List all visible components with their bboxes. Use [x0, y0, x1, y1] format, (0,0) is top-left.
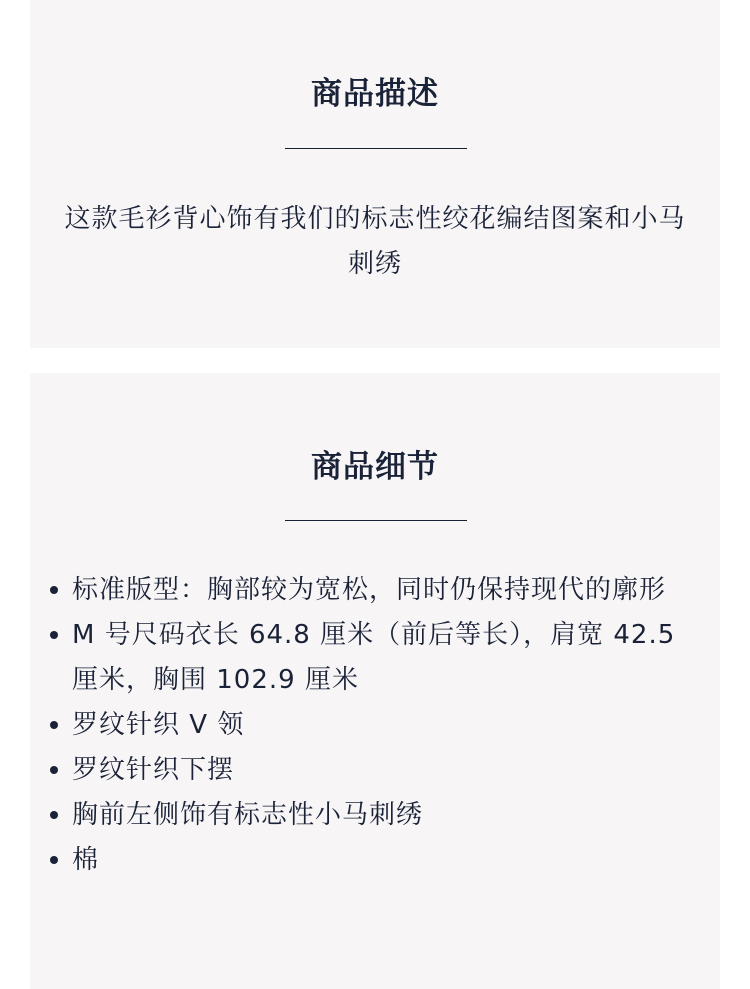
description-text: 这款毛衫背心饰有我们的标志性绞花编结图案和小马刺绣: [64, 204, 686, 279]
description-divider: [285, 148, 467, 149]
detail-item-size: [72, 613, 690, 703]
bullet-icon: [50, 766, 58, 774]
detail-item-material: [72, 838, 690, 883]
detail-item-fit: [72, 568, 690, 613]
detail-item-text: 胸前左侧饰有标志性小马刺绣: [72, 800, 424, 830]
product-description-card: [30, 0, 720, 348]
details-list: [72, 568, 690, 883]
bullet-icon: [50, 856, 58, 864]
detail-item-collar: [72, 703, 690, 748]
details-divider: [285, 520, 467, 521]
detail-item-text: 罗纹针织 V 领: [72, 710, 245, 740]
detail-item-text: 棉: [72, 845, 100, 875]
product-details-card: [30, 373, 720, 989]
detail-item-text: 标准版型：胸部较为宽松，同时仍保持现代的廓形: [72, 575, 667, 605]
bullet-icon: [50, 721, 58, 729]
bullet-icon: [50, 586, 58, 594]
description-title: 商品描述: [311, 76, 439, 112]
bullet-icon: [50, 811, 58, 819]
detail-item-text: 罗纹针织下摆: [72, 755, 235, 785]
detail-item-hem: [72, 748, 690, 793]
bullet-icon: [50, 631, 58, 639]
detail-item-embroidery: [72, 793, 690, 838]
detail-item-text: M 号尺码衣长 64.8 厘米（前后等长），肩宽 42.5 厘米，胸围 102.9 厘米: [72, 620, 676, 695]
details-title: 商品细节: [311, 449, 439, 485]
